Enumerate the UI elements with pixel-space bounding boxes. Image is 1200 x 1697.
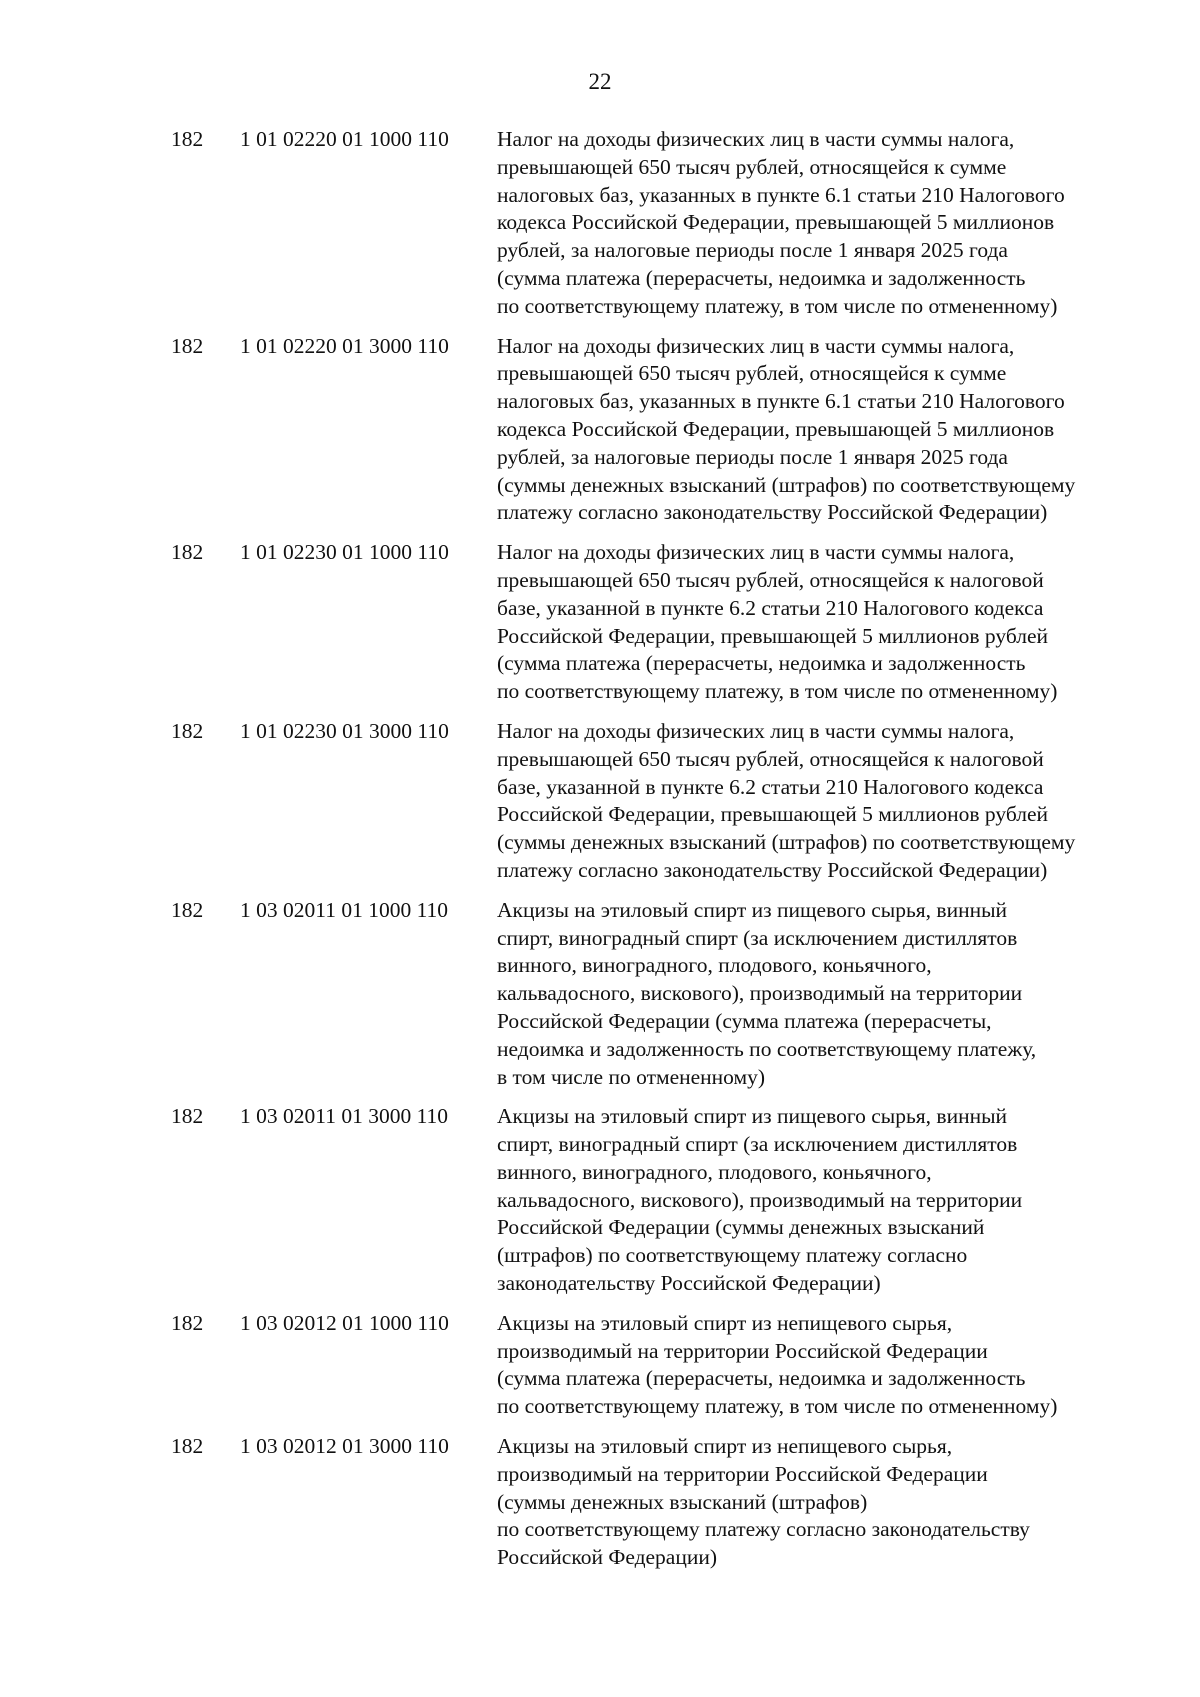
description-line: Российской Федерации) [497, 1545, 718, 1570]
administrator-code: 182 [171, 718, 204, 743]
description-line: законодательству Российской Федерации) [497, 1271, 881, 1296]
table-row [0, 1310, 1200, 1421]
budget-classification-code: 1 01 02230 01 3000 110 [240, 718, 449, 743]
description-line: Акцизы на этиловый спирт из пищевого сырья, винный [497, 1104, 1008, 1129]
description-line: Налог на доходы физических лиц в части суммы налога, [497, 540, 1015, 565]
description-line: налоговых баз, указанных в пункте 6.1 статьи 210 Налогового [497, 389, 1065, 414]
description-line: недоимка и задолженность по соответствующему платежу, [497, 1036, 1037, 1061]
description-line: рублей, за налоговые периоды после 1 января 2025 года [497, 238, 1008, 263]
page-number: 22 [588, 69, 612, 94]
table-row [0, 333, 1200, 528]
description-line: платежу согласно законодательству Российской Федерации) [497, 500, 1048, 525]
description-line: кодекса Российской Федерации, превышающей 5 миллионов [497, 416, 1055, 441]
budget-code-table [0, 126, 1200, 1584]
description-line: превышающей 650 тысяч рублей, относящейся к налоговой [497, 567, 1044, 592]
description-line: Российской Федерации (сумма платежа (перерасчеты, [497, 1008, 992, 1033]
description-line: по соответствующему платежу, в том числе по отмененному) [497, 1394, 1058, 1419]
administrator-code: 182 [171, 333, 204, 358]
revenue-description [497, 1310, 1147, 1421]
description-line: Акцизы на этиловый спирт из пищевого сырья, винный [497, 897, 1008, 922]
description-line: Налог на доходы физических лиц в части суммы налога, [497, 718, 1015, 743]
description-line: (сумма платежа (перерасчеты, недоимка и задолженность [497, 265, 1026, 290]
description-line: базе, указанной в пункте 6.2 статьи 210 Налогового кодекса [497, 774, 1044, 799]
budget-classification-code: 1 03 02012 01 1000 110 [240, 1310, 449, 1335]
description-line: Российской Федерации (суммы денежных взысканий [497, 1215, 985, 1240]
description-line: превышающей 650 тысяч рублей, относящейся к сумме [497, 154, 1007, 179]
budget-classification-code: 1 03 02011 01 1000 110 [240, 897, 449, 922]
description-line: Налог на доходы физических лиц в части суммы налога, [497, 127, 1015, 151]
revenue-description [497, 126, 1147, 321]
description-line: по соответствующему платежу, в том числе по отмененному) [497, 679, 1058, 704]
description-line: кодекса Российской Федерации, превышающей 5 миллионов [497, 210, 1055, 235]
revenue-description [497, 1103, 1147, 1298]
administrator-code: 182 [171, 540, 204, 565]
description-line: спирт, виноградный спирт (за исключением дистиллятов [497, 925, 1018, 950]
description-line: винного, виноградного, плодового, коньячного, [497, 953, 932, 978]
budget-classification-code: 1 01 02220 01 3000 110 [240, 333, 449, 358]
description-line: Российской Федерации, превышающей 5 миллионов рублей [497, 623, 1049, 648]
description-line: по соответствующему платежу, в том числе по отмененному) [497, 293, 1058, 318]
table-row [0, 897, 1200, 1092]
description-line: (штрафов) по соответствующему платежу согласно [497, 1243, 968, 1268]
table-row [0, 718, 1200, 885]
revenue-description [497, 539, 1147, 706]
administrator-code: 182 [171, 127, 204, 151]
description-line: производимый на территории Российской Федерации [497, 1461, 988, 1486]
description-line: базе, указанной в пункте 6.2 статьи 210 Налогового кодекса [497, 595, 1044, 620]
description-line: (суммы денежных взысканий (штрафов) по соответствующему [497, 472, 1076, 497]
description-line: в том числе по отмененному) [497, 1064, 766, 1089]
description-line: налоговых баз, указанных в пункте 6.1 статьи 210 Налогового [497, 182, 1065, 207]
description-line: рублей, за налоговые периоды после 1 января 2025 года [497, 444, 1008, 469]
table-row [0, 539, 1200, 706]
administrator-code: 182 [171, 1434, 204, 1459]
description-line: производимый на территории Российской Федерации [497, 1338, 988, 1363]
description-line: Российской Федерации, превышающей 5 миллионов рублей [497, 802, 1049, 827]
revenue-description [497, 718, 1147, 885]
table-row [0, 1103, 1200, 1298]
budget-classification-code: 1 03 02012 01 3000 110 [240, 1434, 449, 1459]
description-line: по соответствующему платежу согласно законодательству [497, 1517, 1030, 1542]
description-line: (суммы денежных взысканий (штрафов) по соответствующему [497, 830, 1076, 855]
description-line: (сумма платежа (перерасчеты, недоимка и задолженность [497, 651, 1026, 676]
description-line: превышающей 650 тысяч рублей, относящейся к сумме [497, 361, 1007, 386]
description-line: кальвадосного, вискового), производимый на территории [497, 1187, 1023, 1212]
description-line: платежу согласно законодательству Российской Федерации) [497, 857, 1048, 882]
description-line: (сумма платежа (перерасчеты, недоимка и задолженность [497, 1366, 1026, 1391]
table-row [0, 126, 1200, 321]
budget-classification-code: 1 01 02230 01 1000 110 [240, 540, 449, 565]
revenue-description [497, 1433, 1147, 1572]
revenue-description [497, 333, 1147, 528]
administrator-code: 182 [171, 897, 204, 922]
description-line: Акцизы на этиловый спирт из непищевого сырья, [497, 1310, 953, 1335]
administrator-code: 182 [171, 1104, 204, 1129]
budget-classification-code: 1 03 02011 01 3000 110 [240, 1104, 449, 1129]
description-line: Налог на доходы физических лиц в части суммы налога, [497, 333, 1015, 358]
administrator-code: 182 [171, 1310, 204, 1335]
budget-classification-code: 1 01 02220 01 1000 110 [240, 127, 449, 151]
description-line: спирт, виноградный спирт (за исключением дистиллятов [497, 1132, 1018, 1157]
revenue-description [497, 897, 1147, 1092]
description-line: (суммы денежных взысканий (штрафов) [497, 1489, 868, 1514]
description-line: кальвадосного, вискового), производимый на территории [497, 981, 1023, 1006]
table-row [0, 1433, 1200, 1572]
description-line: Акцизы на этиловый спирт из непищевого сырья, [497, 1434, 953, 1459]
description-line: винного, виноградного, плодового, коньячного, [497, 1159, 932, 1184]
description-line: превышающей 650 тысяч рублей, относящейся к налоговой [497, 746, 1044, 771]
